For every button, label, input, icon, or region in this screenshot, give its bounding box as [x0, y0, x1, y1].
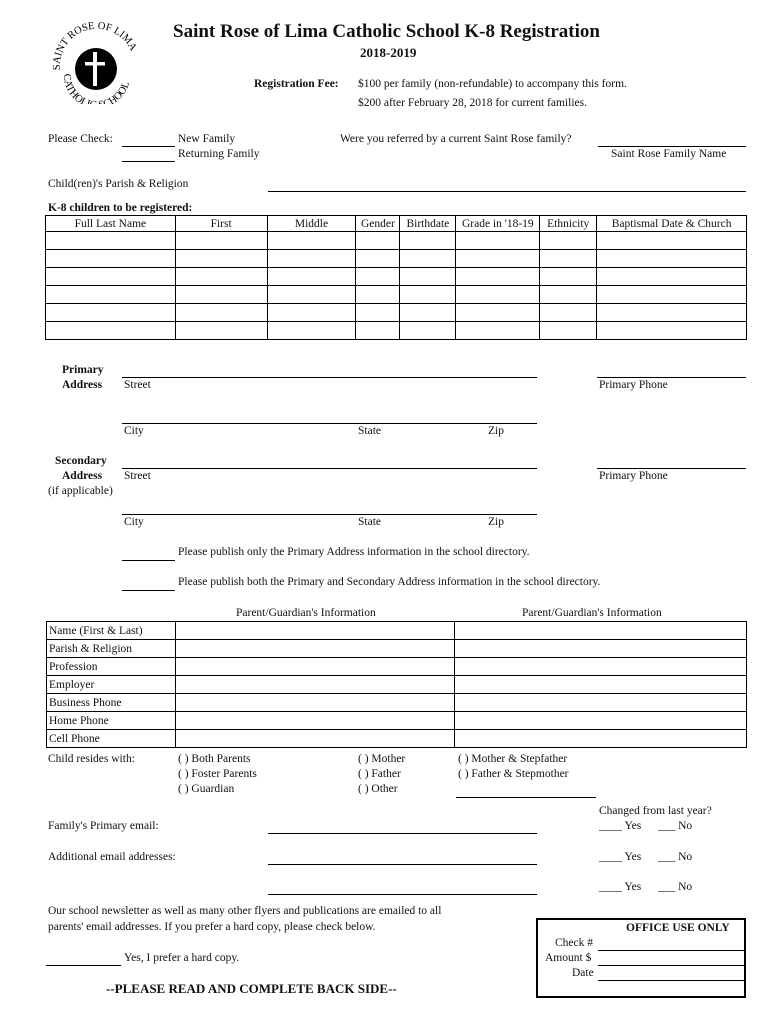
primary-street-field[interactable] [122, 377, 537, 378]
returning-family-label: Returning Family [178, 148, 260, 160]
secondary-address-label-1: Secondary [55, 455, 107, 467]
email-3-no[interactable]: ___ No [658, 881, 693, 893]
guardian-row-label: Profession [47, 658, 176, 676]
guardian-1-cell[interactable] [175, 694, 454, 712]
col-birthdate: Birthdate [400, 216, 456, 232]
primary-address-label-2: Address [62, 379, 103, 391]
guardian-row [47, 694, 747, 712]
resides-other-field[interactable] [456, 797, 596, 798]
col-baptismal: Baptismal Date & Church [597, 216, 747, 232]
returning-family-blank[interactable] [122, 161, 175, 162]
guardian-2-cell[interactable] [454, 730, 746, 748]
guardian-2-cell[interactable] [454, 676, 746, 694]
logo-top-text: SAINT ROSE OF LIMA [51, 22, 139, 71]
secondary-street-label: Street [124, 470, 151, 482]
secondary-street-field[interactable] [122, 468, 537, 469]
school-year: 2018-2019 [360, 45, 417, 60]
office-check-label: Check # [555, 937, 594, 949]
fee-line-2: $200 after February 28, 2018 for current families. [358, 97, 587, 109]
office-amount-field[interactable] [598, 965, 746, 966]
changed-from-last-year-label: Changed from last year? [599, 805, 712, 817]
primary-city-state-zip-field[interactable] [122, 423, 537, 424]
col-first: First [175, 216, 267, 232]
children-heading: K-8 children to be registered: [48, 202, 193, 214]
office-use-box [536, 918, 746, 998]
footer-note: --PLEASE READ AND COMPLETE BACK SIDE-- [106, 981, 397, 996]
additional-email-field-1[interactable] [268, 864, 537, 865]
children-table [45, 215, 747, 340]
email-2-yes[interactable]: ____ Yes [599, 851, 642, 863]
please-check-label: Please Check: [48, 133, 113, 145]
child-row[interactable] [46, 286, 747, 304]
col-ethnicity: Ethnicity [540, 216, 597, 232]
col-gender: Gender [356, 216, 400, 232]
parish-label: Child(ren)'s Parish & Religion [48, 178, 189, 190]
office-date-label: Date [572, 967, 594, 979]
guardian-1-cell[interactable] [175, 640, 454, 658]
primary-street-label: Street [124, 379, 151, 391]
guardian-2-cell[interactable] [454, 694, 746, 712]
office-amount-label: Amount $ [545, 952, 592, 964]
guardian-row [47, 622, 747, 640]
guardian-row [47, 640, 747, 658]
guardian-2-cell[interactable] [454, 640, 746, 658]
publish-primary-blank[interactable] [122, 560, 175, 561]
email-3-yes[interactable]: ____ Yes [599, 881, 642, 893]
guardian-row [47, 658, 747, 676]
secondary-phone-label: Primary Phone [599, 470, 668, 482]
col-grade: Grade in '18-19 [456, 216, 540, 232]
child-row[interactable] [46, 232, 747, 250]
primary-city-label: City [124, 425, 144, 437]
guardian-row [47, 676, 747, 694]
guardian-row-label: Home Phone [47, 712, 176, 730]
family-name-caption: Saint Rose Family Name [611, 148, 727, 160]
publish-both-blank[interactable] [122, 590, 175, 591]
resides-mother-stepfather[interactable]: ( ) Mother & Stepfather [458, 753, 568, 765]
secondary-address-label-3: (if applicable) [48, 485, 113, 497]
secondary-phone-field[interactable] [597, 468, 746, 469]
child-row[interactable] [46, 250, 747, 268]
guardian-2-cell[interactable] [454, 622, 746, 640]
guardian-row-label: Cell Phone [47, 730, 176, 748]
resides-foster-parents[interactable]: ( ) Foster Parents [178, 768, 257, 780]
publish-both-label: Please publish both the Primary and Secondary Address information in the school directory. [178, 576, 601, 588]
resides-label: Child resides with: [48, 753, 135, 765]
family-name-field[interactable] [598, 146, 746, 147]
primary-state-label: State [358, 425, 381, 437]
guardian-1-cell[interactable] [175, 622, 454, 640]
newsletter-line-1: Our school newsletter as well as many other flyers and publications are emailed to all [48, 905, 442, 917]
primary-phone-field[interactable] [597, 377, 746, 378]
guardian-header-2: Parent/Guardian's Information [522, 607, 662, 619]
additional-email-label: Additional email addresses: [48, 851, 176, 863]
guardian-1-cell[interactable] [175, 712, 454, 730]
hard-copy-label: Yes, I prefer a hard copy. [124, 952, 240, 964]
hard-copy-blank[interactable] [46, 965, 121, 966]
primary-phone-label: Primary Phone [599, 379, 668, 391]
resides-father[interactable]: ( ) Father [358, 768, 401, 780]
guardian-1-cell[interactable] [175, 676, 454, 694]
additional-email-field-2[interactable] [268, 894, 537, 895]
guardian-row-label: Business Phone [47, 694, 176, 712]
logo-bottom-text: CATHOL CHOOL [60, 73, 133, 104]
guardian-row [47, 712, 747, 730]
newsletter-line-2: parents' email addresses. If you prefer a hard copy, please check below. [48, 921, 376, 933]
primary-zip-label: Zip [488, 425, 504, 437]
email-1-no[interactable]: ___ No [658, 820, 693, 832]
child-row[interactable] [46, 304, 747, 322]
guardian-row-label: Employer [47, 676, 176, 694]
secondary-state-label: State [358, 516, 381, 528]
resides-guardian[interactable]: ( ) Guardian [178, 783, 235, 795]
primary-email-label: Family's Primary email: [48, 820, 159, 832]
guardian-row [47, 730, 747, 748]
referred-question: Were you referred by a current Saint Rose family? [340, 133, 572, 145]
child-row[interactable] [46, 268, 747, 286]
primary-address-label-1: Primary [62, 364, 104, 376]
guardian-1-cell[interactable] [175, 658, 454, 676]
child-row[interactable] [46, 322, 747, 340]
new-family-label: New Family [178, 133, 236, 145]
email-1-yes[interactable]: ____ Yes [599, 820, 642, 832]
guardian-row-label: Name (First & Last) [47, 622, 176, 640]
resides-father-stepmother[interactable]: ( ) Father & Stepmother [458, 768, 569, 780]
guardian-table [46, 621, 747, 748]
guardian-row-label: Parish & Religion [47, 640, 176, 658]
guardian-2-cell[interactable] [454, 712, 746, 730]
fee-line-1: $100 per family (non-refundable) to accompany this form. [358, 78, 627, 90]
resides-mother[interactable]: ( ) Mother [358, 753, 406, 765]
new-family-blank[interactable] [122, 146, 175, 147]
guardian-header-1: Parent/Guardian's Information [236, 607, 376, 619]
school-logo [50, 22, 140, 104]
col-full-last-name: Full Last Name [46, 216, 176, 232]
page-title: Saint Rose of Lima Catholic School K-8 Registration [173, 21, 600, 42]
col-middle: Middle [267, 216, 356, 232]
office-date-field[interactable] [598, 980, 746, 981]
secondary-city-state-zip-field[interactable] [122, 514, 537, 515]
guardian-1-cell[interactable] [175, 730, 454, 748]
school-seal-icon [50, 22, 140, 104]
office-check-field[interactable] [598, 950, 746, 951]
office-use-title: OFFICE USE ONLY [626, 922, 730, 934]
parish-field[interactable] [268, 191, 746, 192]
publish-primary-label: Please publish only the Primary Address information in the school directory. [178, 546, 530, 558]
secondary-city-label: City [124, 516, 144, 528]
email-2-no[interactable]: ___ No [658, 851, 693, 863]
guardian-2-cell[interactable] [454, 658, 746, 676]
secondary-address-label-2: Address [62, 470, 103, 482]
primary-email-field[interactable] [268, 833, 537, 834]
children-header-row [46, 216, 747, 232]
resides-both-parents[interactable]: ( ) Both Parents [178, 753, 251, 765]
resides-other[interactable]: ( ) Other [358, 783, 398, 795]
secondary-zip-label: Zip [488, 516, 504, 528]
fee-label: Registration Fee: [254, 78, 339, 90]
